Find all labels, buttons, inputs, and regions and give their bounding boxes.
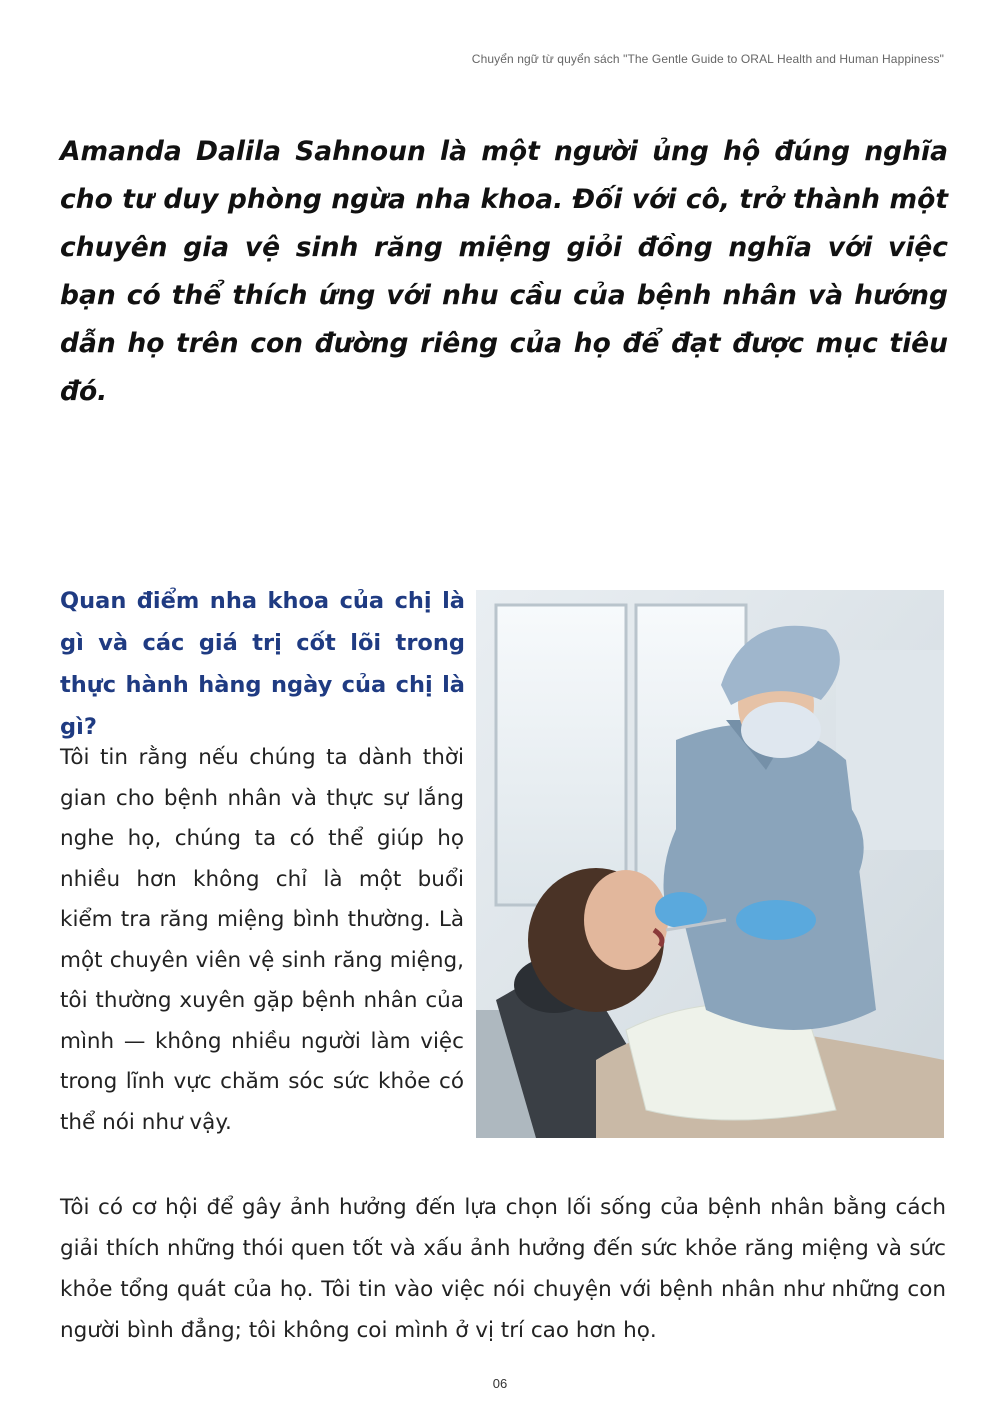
glove-left <box>655 892 707 928</box>
dental-photo <box>476 590 944 1138</box>
running-header: Chuyển ngữ từ quyển sách "The Gentle Guide to ORAL Health and Human Happiness" <box>471 52 944 66</box>
interview-question: Quan điểm nha khoa của chị là gì và các giá trị cốt lõi trong thực hành hàng ngày của chị là gì? <box>60 588 465 740</box>
interview-answer: Tôi tin rằng nếu chúng ta dành thời gian cho bệnh nhân và thực sự lắng nghe họ, chúng ta có thể giúp họ nhiều hơn không chỉ là một buổi kiểm tra răng miệng bình thường. Là một chuyên viên vệ sinh răng miệng, tôi thường xuyên gặp bệnh nhân của mình — không nhiều người làm việc trong lĩnh vực chăm sóc sức khỏe có thể nói như vậy. <box>60 745 464 1135</box>
window-panel <box>496 605 626 905</box>
lead-paragraph: Amanda Dalila Sahnoun là một người ủng hộ đúng nghĩa cho tư duy phòng ngừa nha khoa. Đối với cô, trở thành một chuyên gia vệ sinh răng miệng giỏi đồng nghĩa với việc bạn có thể thích ứng với nhu cầu của bệnh nhân và hướng dẫn họ trên con đường riêng của họ để đạt được mục tiêu đó. <box>60 136 948 407</box>
closing-paragraph: Tôi có cơ hội để gây ảnh hưởng đến lựa chọn lối sống của bệnh nhân bằng cách giải thích những thói quen tốt và xấu ảnh hưởng đến sức khỏe răng miệng và sức khỏe tổng quát của họ. Tôi tin vào việc nói chuyện với bệnh nhân như những con người bình đẳng; tôi không coi mình ở vị trí cao hơn họ. <box>60 1195 946 1343</box>
patient-face <box>584 870 668 970</box>
glove-right <box>736 900 816 940</box>
page-number: 06 <box>492 1376 508 1391</box>
face-mask <box>741 702 821 758</box>
dental-scene-illustration <box>476 590 944 1138</box>
